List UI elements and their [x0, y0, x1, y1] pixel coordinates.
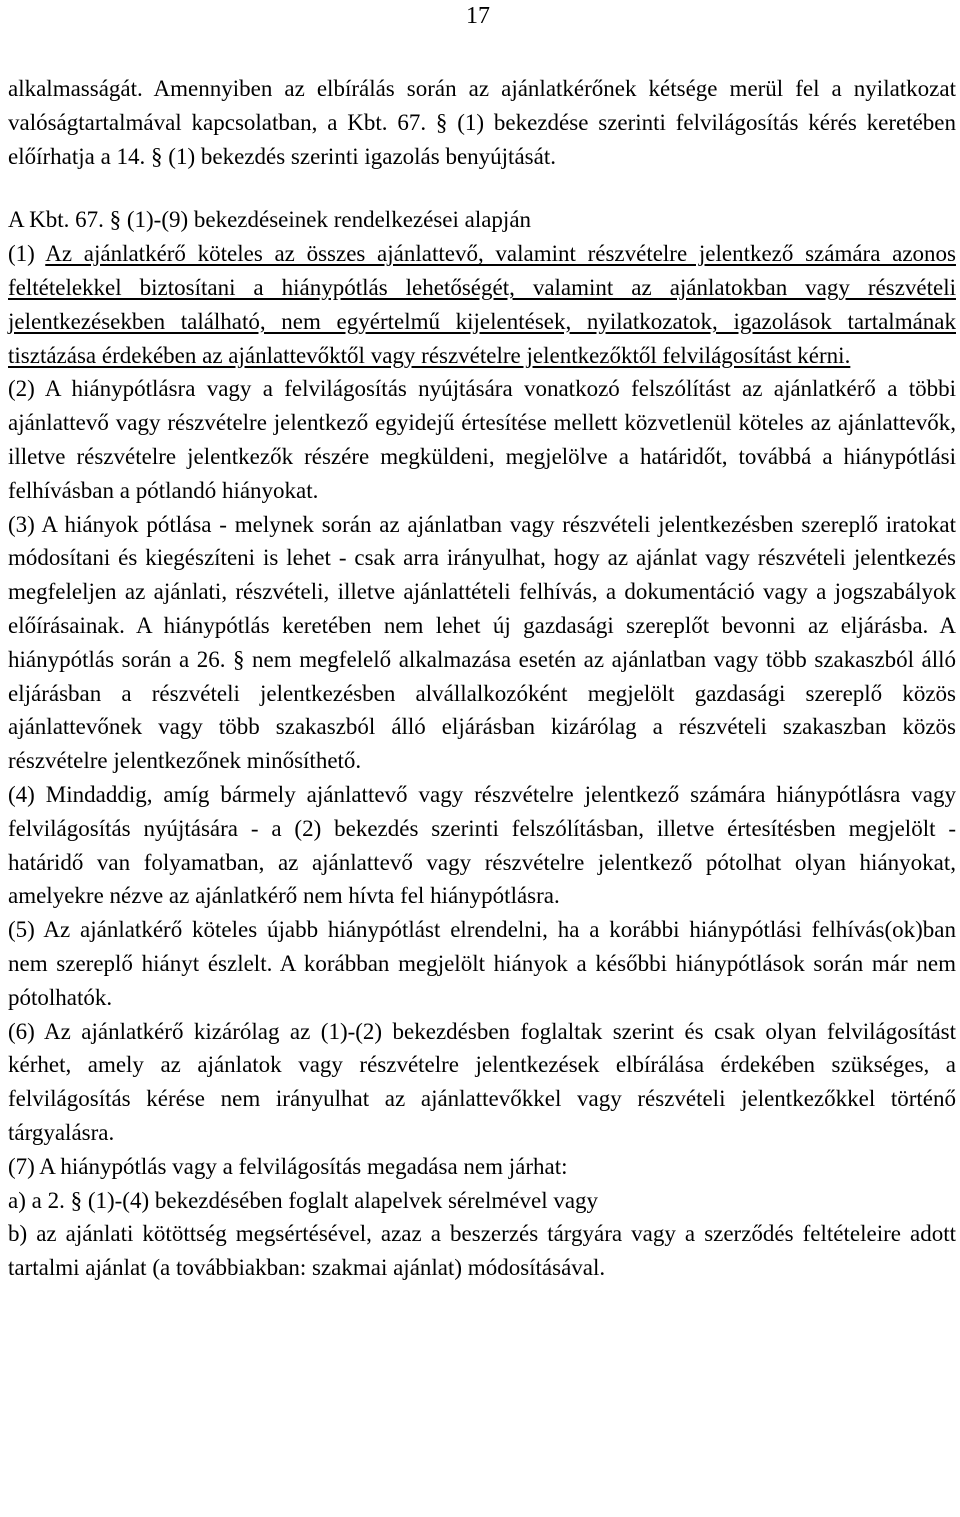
paragraph-4: (4) Mindaddig, amíg bármely ajánlattevő vagy részvételre jelentkező számára hiánypótlásra vagy felvilágosítás nyújtására - a (2) bekezdés szerinti felszólításban, illetve értesítésben megjelölt - határidő van folyamatban, az ajánlattevő vagy részvételre jelentkező pótolhat olyan hiányokat, amelyekre nézve az ajánlatkérő nem hívta fel hiánypótlásra.: [8, 781, 956, 909]
paragraph-7-point-a: a) a 2. § (1)-(4) bekezdésében foglalt alapelvek sérelmével vagy: [8, 1187, 599, 1213]
paragraph-6: (6) Az ajánlatkérő kizárólag az (1)-(2) bekezdésben foglaltak szerint és csak olyan felvilágosítást kérhet, amely az ajánlatok vagy részvételre jelentkezések elbírálása érdekében szükséges, a felvilágosítás kérése nem irányulhat az ajánlattevőkkel vagy részvételi jelentkezőkkel történő tárgyalásra.: [8, 1018, 956, 1145]
section-heading: A Kbt. 67. § (1)-(9) bekezdéseinek rendelkezései alapján: [8, 207, 532, 233]
paragraph-1-prefix: (1): [8, 241, 46, 267]
paragraph-7: (7) A hiánypótlás vagy a felvilágosítás megadása nem járhat:: [8, 1153, 568, 1179]
page-number: 17: [466, 3, 490, 29]
intro-paragraph: alkalmasságát. Amennyiben az elbírálás során az ajánlatkérőnek kétsége merül fel a nyilatkozat valóságtartalmával kapcsolatban, a Kbt. 67. § (1) bekezdése szerinti felvilágosítás kérés keretében előírhatja a 14. § (1) bekezdés szerinti igazolás benyújtását.: [8, 76, 956, 169]
paragraph-7-point-b: b) az ajánlati kötöttség megsértésével, azaz a beszerzés tárgyára vagy a szerződés feltételeire adott tartalmi ajánlat (a továbbiakban: szakmai ajánlat) módosításával.: [8, 1221, 956, 1281]
paragraph-3: (3) A hiányok pótlása - melynek során az ajánlatban vagy részvételi jelentkezésben szereplő iratokat módosítani és kiegészíteni is lehet - csak arra irányulhat, hogy az ajánlat vagy részvételi jelentkezés megfeleljen az ajánlati, részvételi, illetve ajánlattételi felhívás, a dokumentáció vagy a jogszabályok előírásainak. A hiánypótlás keretében nem lehet új gazdasági szereplőt bevonni az eljárásba. A hiánypótlás során a 26. § nem megfelelő alkalmazása esetén az ajánlatban vagy több szakaszból álló eljárásban a részvételi jelentkezésben alvállalkozóként megjelölt gazdasági szereplő közös ajánlattevőnek vagy több szakaszból álló eljárásban kizárólag a részvételi szakaszban közös részvételre jelentkezőnek minősíthető.: [8, 511, 956, 774]
paragraph-2: (2) A hiánypótlásra vagy a felvilágosítás nyújtására vonatkozó felszólítást az ajánlatkérő a többi ajánlattevő vagy részvételre jelentkező egyidejű értesítése mellett közvetlenül köteles az ajánlattevők, illetve részvételre jelentkezők részére megküldeni, megjelölve a határidőt, továbbá a hiánypótlási felhívásban a pótlandó hiányokat.: [8, 376, 956, 503]
paragraph-1: [8, 237, 956, 372]
paragraph-1-underlined-text: Az ajánlatkérő köteles az összes ajánlattevő, valamint részvételre jelentkező számára azonos feltételekkel biztosítani a hiánypótlás lehetőségét, valamint az ajánlatokban vagy részvételi jelentkezésekben található, nem egyértelmű kijelentések, nyilatkozatok, igazolások tartalmának tisztázása érdekében az ajánlattevőktől vagy részvételre jelentkezőktől felvilágosítást kérni.: [8, 241, 956, 368]
document-body: [8, 72, 956, 1285]
paragraph-5: (5) Az ajánlatkérő köteles újabb hiánypótlást elrendelni, ha a korábbi hiánypótlási felhívás(ok)ban nem szereplő hiányt észlelt. A korábban megjelölt hiányok a későbbi hiánypótlások során már nem pótolhatók.: [8, 917, 956, 1010]
